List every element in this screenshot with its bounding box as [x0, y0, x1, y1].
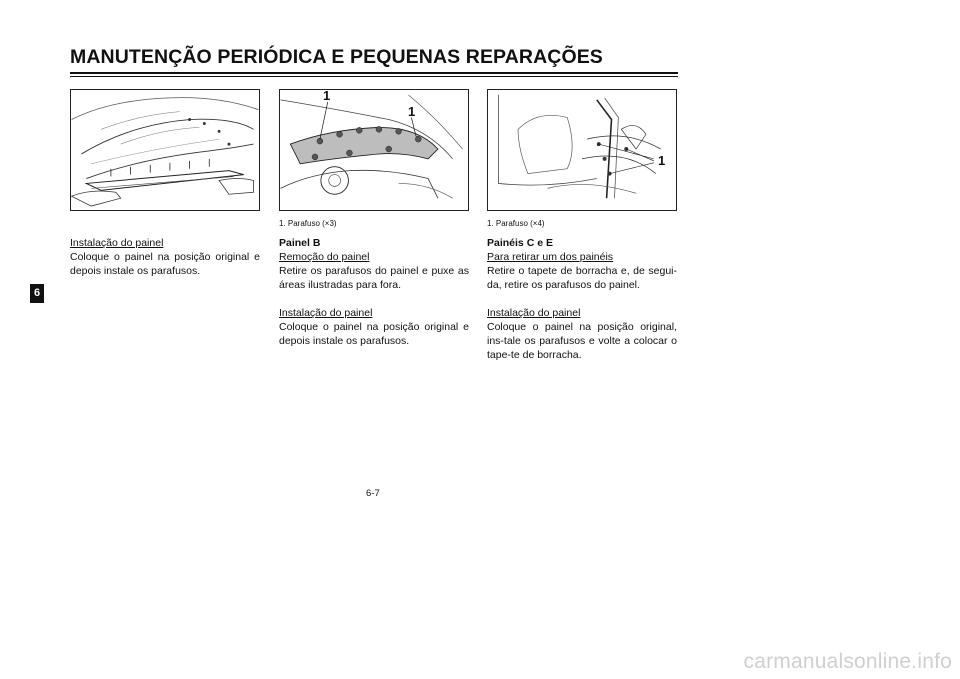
col2-install-heading: Instalação do painel — [279, 307, 373, 319]
panel-b-illustration — [280, 90, 468, 210]
col2-install-text: Coloque o painel na posição original e depois instale os parafusos. — [279, 321, 469, 347]
panel-install-illustration — [71, 90, 259, 210]
column-1 — [70, 236, 260, 278]
panels-c-e-illustration — [488, 90, 676, 210]
callout-1c: 1 — [658, 153, 666, 168]
col2-removal-heading: Remoção do painel — [279, 251, 370, 263]
page-number: 6-7 — [366, 488, 380, 499]
figure-panels-c-e — [487, 89, 677, 211]
col3-title: Painéis C e E — [487, 237, 553, 249]
col3-install-heading: Instalação do painel — [487, 307, 581, 319]
page-title: MANUTENÇÃO PERIÓDICA E PEQUENAS REPARAÇÕES — [70, 46, 603, 68]
callout-1b: 1 — [408, 104, 416, 119]
col3-removal-text: Retire o tapete de borracha e, de segui-da, retire os parafusos do painel. — [487, 265, 677, 291]
figure-panel-install — [70, 89, 260, 211]
title-rule-thick — [70, 72, 678, 74]
col3-install-text: Coloque o painel na posição original, ins-tale os parafusos e volte a colocar o tape-te de borracha. — [487, 321, 677, 361]
figure-panel-b — [279, 89, 469, 211]
caption-fig3: 1. Parafuso (×4) — [487, 219, 545, 228]
col1-heading: Instalação do painel — [70, 237, 164, 249]
callout-1a: 1 — [323, 88, 331, 103]
chapter-tab[interactable]: 6 — [30, 284, 44, 303]
title-rule-thin — [70, 76, 678, 77]
col3-removal-heading: Para retirar um dos painéis — [487, 251, 614, 263]
column-3 — [487, 236, 677, 362]
watermark: carmanualsonline.info — [743, 650, 952, 673]
col2-removal-text: Retire os parafusos do painel e puxe as áreas ilustradas para fora. — [279, 265, 469, 291]
col1-text: Coloque o painel na posição original e depois instale os parafusos. — [70, 251, 260, 277]
column-2 — [279, 236, 469, 348]
col2-title: Painel B — [279, 237, 321, 249]
caption-fig2: 1. Parafuso (×3) — [279, 219, 337, 228]
